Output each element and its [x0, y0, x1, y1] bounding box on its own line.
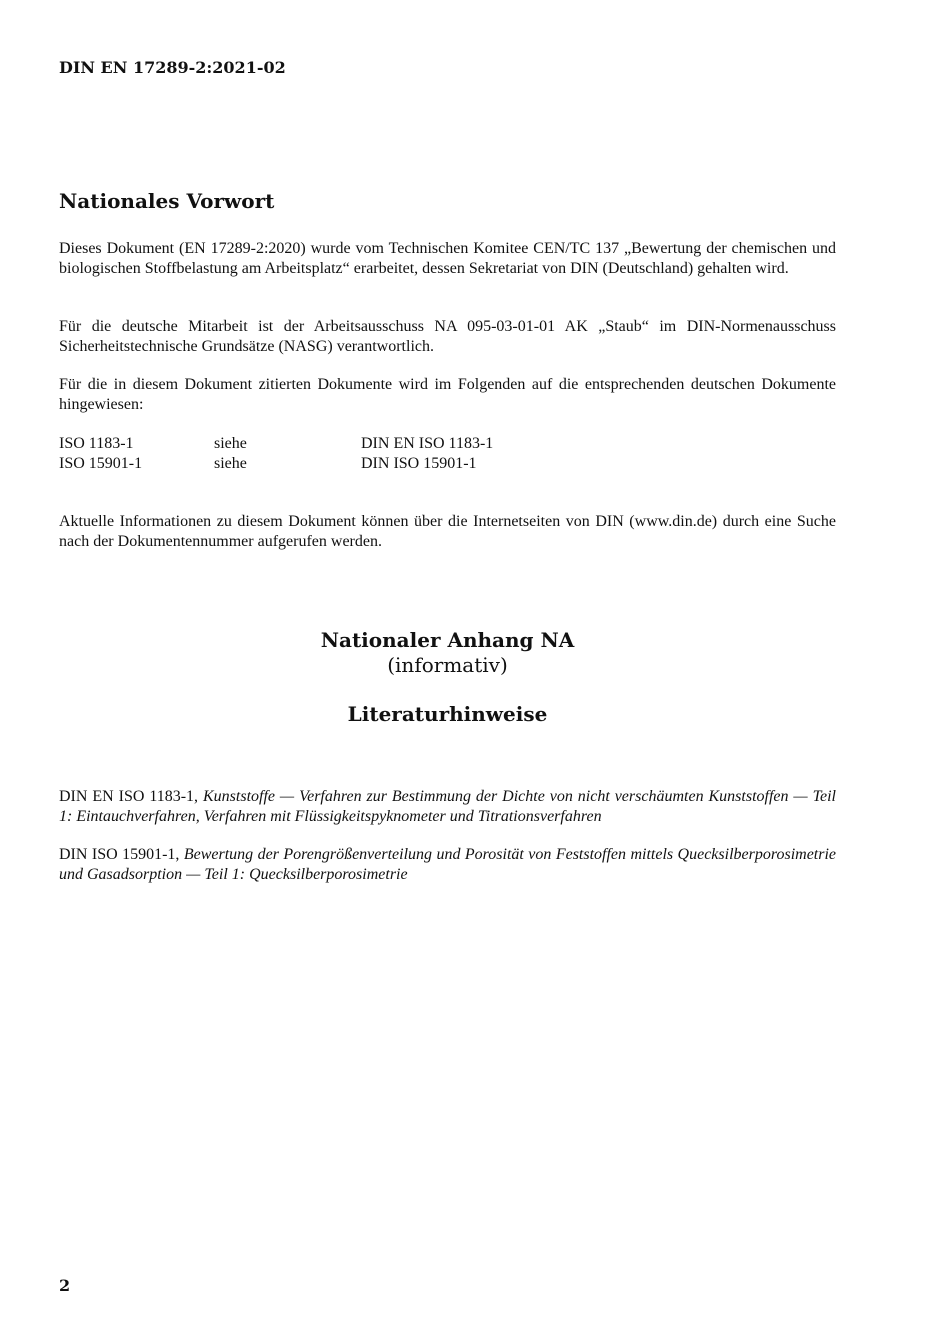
bibliography-entry-title: Kunststoffe — Verfahren zur Bestimmung der Dichte von nicht verschäumten Kunststoffen — Teil 1: Eintauchverfahren, Verfahren mit Flüssigkeitspyknometer und Titrationsverfahren	[59, 788, 837, 825]
reference-source: ISO 15901-1	[59, 454, 143, 472]
reference-target: DIN ISO 15901-1	[361, 454, 477, 472]
foreword-heading: Nationales Vorwort	[59, 189, 275, 213]
bibliography-entry-title: Bewertung der Porengrößenverteilung und Porosität von Feststoffen mittels Quecksilberporosimetrie und Gasadsorption — Teil 1: Quecksilberporosimetrie	[59, 846, 837, 883]
bibliography-entry-reference: DIN ISO 15901-1,	[59, 846, 180, 863]
bibliography-entry-reference: DIN EN ISO 1183-1,	[59, 788, 199, 805]
reference-relation: siehe	[214, 435, 247, 452]
bibliography-entry	[59, 787, 836, 826]
bibliography-heading: Literaturhinweise	[347, 702, 548, 726]
bibliography-entry	[59, 845, 836, 884]
reference-table	[59, 434, 559, 473]
reference-target: DIN EN ISO 1183-1	[361, 435, 494, 452]
annex-title: Nationaler Anhang NA	[320, 628, 575, 652]
reference-source: ISO 1183-1	[59, 435, 134, 452]
document-identifier: DIN EN 17289-2:2021-02	[59, 58, 286, 77]
page-number: 2	[59, 1276, 71, 1295]
reference-relation: siehe	[214, 454, 247, 472]
foreword-paragraph-working-group: Für die deutsche Mitarbeit ist der Arbeitsausschuss NA 095-03-01-01 AK „Staub“ im DIN-Normenausschuss Sicherheitstechnische Grundsätze (NASG) verantwortlich.	[59, 318, 836, 355]
foreword-paragraph-references-intro: Für die in diesem Dokument zitierten Dokumente wird im Folgenden auf die entsprechenden deutschen Dokumente hingewiesen:	[59, 376, 836, 413]
reference-row	[59, 434, 559, 454]
foreword-paragraph-committee: Dieses Dokument (EN 17289-2:2020) wurde vom Technischen Komitee CEN/TC 137 „Bewertung der chemischen und biologischen Stoffbelastung am Arbeitsplatz“ erarbeitet, dessen Sekretariat von DIN (Deutschland) gehalten wird.	[59, 240, 836, 277]
foreword-paragraph-online-info: Aktuelle Informationen zu diesem Dokument können über die Internetseiten von DIN (www.din.de) durch eine Suche nach der Dokumentennummer aufgerufen werden.	[59, 513, 836, 550]
reference-row	[59, 454, 559, 474]
annex-subtitle: (informativ)	[387, 653, 508, 677]
